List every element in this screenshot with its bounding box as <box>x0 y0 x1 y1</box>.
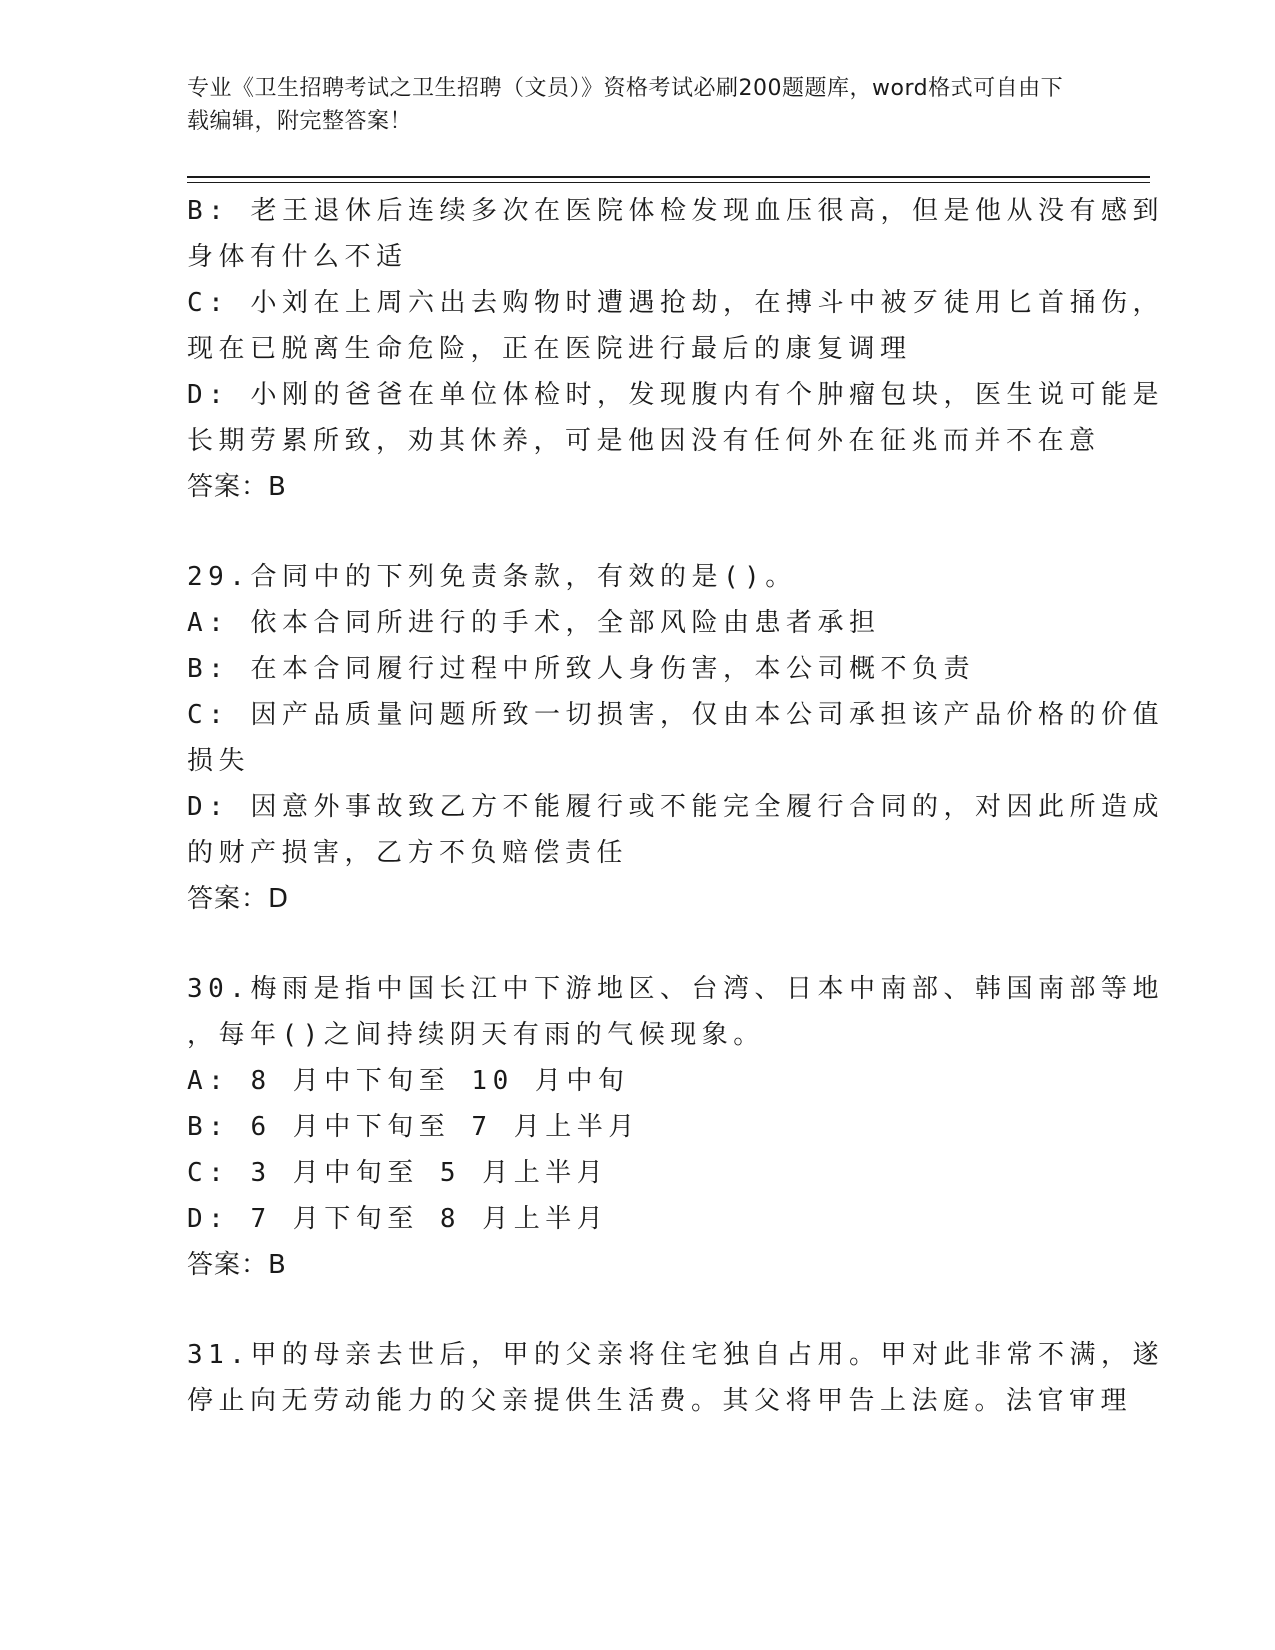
question-stem-line-1: 29.合同中的下列免责条款，有效的是()。 <box>187 562 797 592</box>
option-c-line-2: 现在已脱离生命危险，正在医院进行最后的康复调理 <box>187 334 912 364</box>
option-c-line-2: 损失 <box>187 746 251 776</box>
question-28-tail <box>187 188 1164 510</box>
document-header: 专业《卫生招聘考试之卫生招聘（文员）》资格考试必刷200题题库，word格式可自由下载编辑，附完整答案！ <box>187 76 1064 134</box>
option-b-line-2: 身体有什么不适 <box>187 242 408 272</box>
option-c-line-1: C: 小刘在上周六出去购物时遭遇抢劫，在搏斗中被歹徒用匕首捅伤， <box>187 288 1164 318</box>
question-stem-line-1: 31.甲的母亲去世后，甲的父亲将住宅独自占用。甲对此非常不满，遂 <box>187 1340 1164 1370</box>
question-gap <box>187 922 1077 966</box>
option-a-line-1: A: 依本合同所进行的手术，全部风险由患者承担 <box>187 608 881 638</box>
answer-line: 答案：D <box>187 884 290 914</box>
question-list <box>187 188 1164 1424</box>
question-gap <box>187 1288 1077 1332</box>
header-rule-secondary <box>187 182 1150 183</box>
option-c-line-1: C: 3 月中旬至 5 月上半月 <box>187 1158 609 1188</box>
option-d-line-2: 的财产损害，乙方不负赔偿责任 <box>187 838 629 868</box>
option-b-line-1: B: 6 月中下旬至 7 月上半月 <box>187 1112 640 1142</box>
question-29 <box>187 554 1164 922</box>
header-rule <box>187 176 1150 178</box>
question-stem-line-2: ，每年()之间持续阴天有雨的气候现象。 <box>187 1020 765 1050</box>
question-stem-line-2: 停止向无劳动能力的父亲提供生活费。其父将甲告上法庭。法官审理 <box>187 1386 1133 1416</box>
answer-line: 答案：B <box>187 1250 287 1280</box>
option-d-line-2: 长期劳累所致，劝其休养，可是他因没有任何外在征兆而并不在意 <box>187 426 1101 456</box>
question-31 <box>187 1332 1164 1424</box>
option-a-line-1: A: 8 月中下旬至 10 月中旬 <box>187 1066 630 1096</box>
question-gap <box>187 510 1077 554</box>
option-b-line-1: B: 在本合同履行过程中所致人身伤害，本公司概不负责 <box>187 654 975 684</box>
question-30 <box>187 966 1164 1288</box>
option-b-line-1: B: 老王退休后连续多次在医院体检发现血压很高，但是他从没有感到 <box>187 196 1164 226</box>
option-d-line-1: D: 小刚的爸爸在单位体检时，发现腹内有个肿瘤包块，医生说可能是 <box>187 380 1164 410</box>
question-stem-line-1: 30.梅雨是指中国长江中下游地区、台湾、日本中南部、韩国南部等地 <box>187 974 1164 1004</box>
option-d-line-1: D: 因意外事故致乙方不能履行或不能完全履行合同的，对因此所造成 <box>187 792 1164 822</box>
option-d-line-1: D: 7 月下旬至 8 月上半月 <box>187 1204 609 1234</box>
option-c-line-1: C: 因产品质量问题所致一切损害，仅由本公司承担该产品价格的价值 <box>187 700 1164 730</box>
answer-line: 答案：B <box>187 472 287 502</box>
